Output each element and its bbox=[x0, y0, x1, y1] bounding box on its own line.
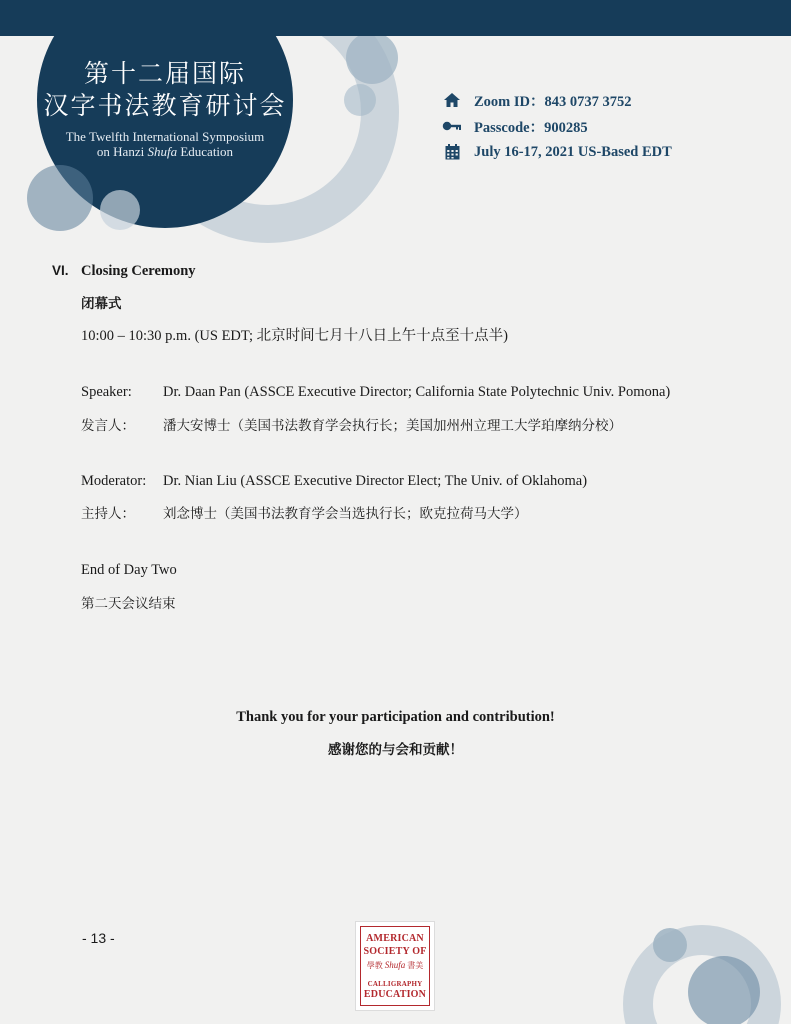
moderator-label-cn: 主持人： bbox=[81, 506, 135, 522]
symposium-title-en-line1: The Twelfth International Symposium bbox=[65, 129, 265, 144]
logo-cn-left: 學教 bbox=[366, 961, 383, 970]
moderator-en: Dr. Nian Liu (ASSCE Executive Director Elect; The Univ. of Oklahoma) bbox=[163, 473, 588, 489]
dates-row bbox=[442, 139, 672, 165]
symposium-title-cn-line1: 第十二届国际 bbox=[83, 59, 246, 88]
logo-cn-right: 書美 bbox=[407, 961, 424, 970]
assce-logo bbox=[355, 921, 435, 1011]
logo-frame bbox=[360, 926, 430, 1006]
key-icon bbox=[442, 117, 462, 135]
title-en-suffix: Education bbox=[177, 144, 234, 159]
logo-text-society: SOCIETY OF bbox=[363, 946, 427, 957]
moderator-cn: 刘念博士（美国书法教育学会当选执行长；欧克拉荷马大学） bbox=[163, 506, 528, 522]
logo-middle bbox=[361, 960, 429, 971]
thanks-en: Thank you for your participation and contribution! bbox=[236, 709, 555, 725]
section-title-cn: 闭幕式 bbox=[81, 296, 122, 312]
zoom-id: Zoom ID：843 0737 3752 bbox=[474, 93, 632, 110]
speaker-label-cn: 发言人： bbox=[81, 418, 135, 434]
home-icon bbox=[442, 91, 462, 109]
title-en-italic: Shufa bbox=[147, 144, 178, 159]
session-time: 10:00 – 10:30 p.m. (US EDT; 北京时间七月十八日上午十点至十点半) bbox=[81, 328, 508, 344]
title-en-prefix: on Hanzi bbox=[96, 144, 148, 159]
section-title-en: Closing Ceremony bbox=[81, 263, 196, 279]
speaker-label-en: Speaker: bbox=[81, 384, 132, 400]
section-number: VI. bbox=[52, 263, 69, 278]
logo-text-education: EDUCATION bbox=[363, 989, 427, 1000]
calendar-icon bbox=[442, 143, 462, 161]
symposium-title-en-line2 bbox=[40, 144, 290, 159]
top-banner bbox=[0, 0, 791, 36]
meeting-info bbox=[442, 87, 672, 165]
logo-text-calligraphy: CALLIGRAPHY bbox=[367, 980, 423, 988]
moderator-label-en: Moderator: bbox=[81, 473, 147, 489]
speaker-en: Dr. Daan Pan (ASSCE Executive Director; California State Polytechnic Univ. Pomona) bbox=[163, 384, 671, 400]
end-of-day-en: End of Day Two bbox=[81, 562, 177, 578]
speaker-cn: 潘大安博士（美国书法教育学会执行长；美国加州州立理工大学珀摩纳分校） bbox=[163, 418, 622, 434]
end-of-day-cn: 第二天会议结束 bbox=[81, 596, 176, 612]
thanks-cn: 感谢您的与会和贡献！ bbox=[328, 742, 463, 758]
logo-shufa: Shufa bbox=[384, 960, 406, 970]
passcode: Passcode：900285 bbox=[474, 119, 588, 136]
symposium-dates: July 16-17, 2021 US-Based EDT bbox=[474, 143, 672, 160]
passcode-row bbox=[442, 113, 672, 139]
zoom-id-row bbox=[442, 87, 672, 113]
logo-text-american: AMERICAN bbox=[366, 933, 424, 944]
symposium-title-cn-line2: 汉字书法教育研讨会 bbox=[43, 91, 287, 120]
page-number: - 13 - bbox=[82, 930, 115, 946]
